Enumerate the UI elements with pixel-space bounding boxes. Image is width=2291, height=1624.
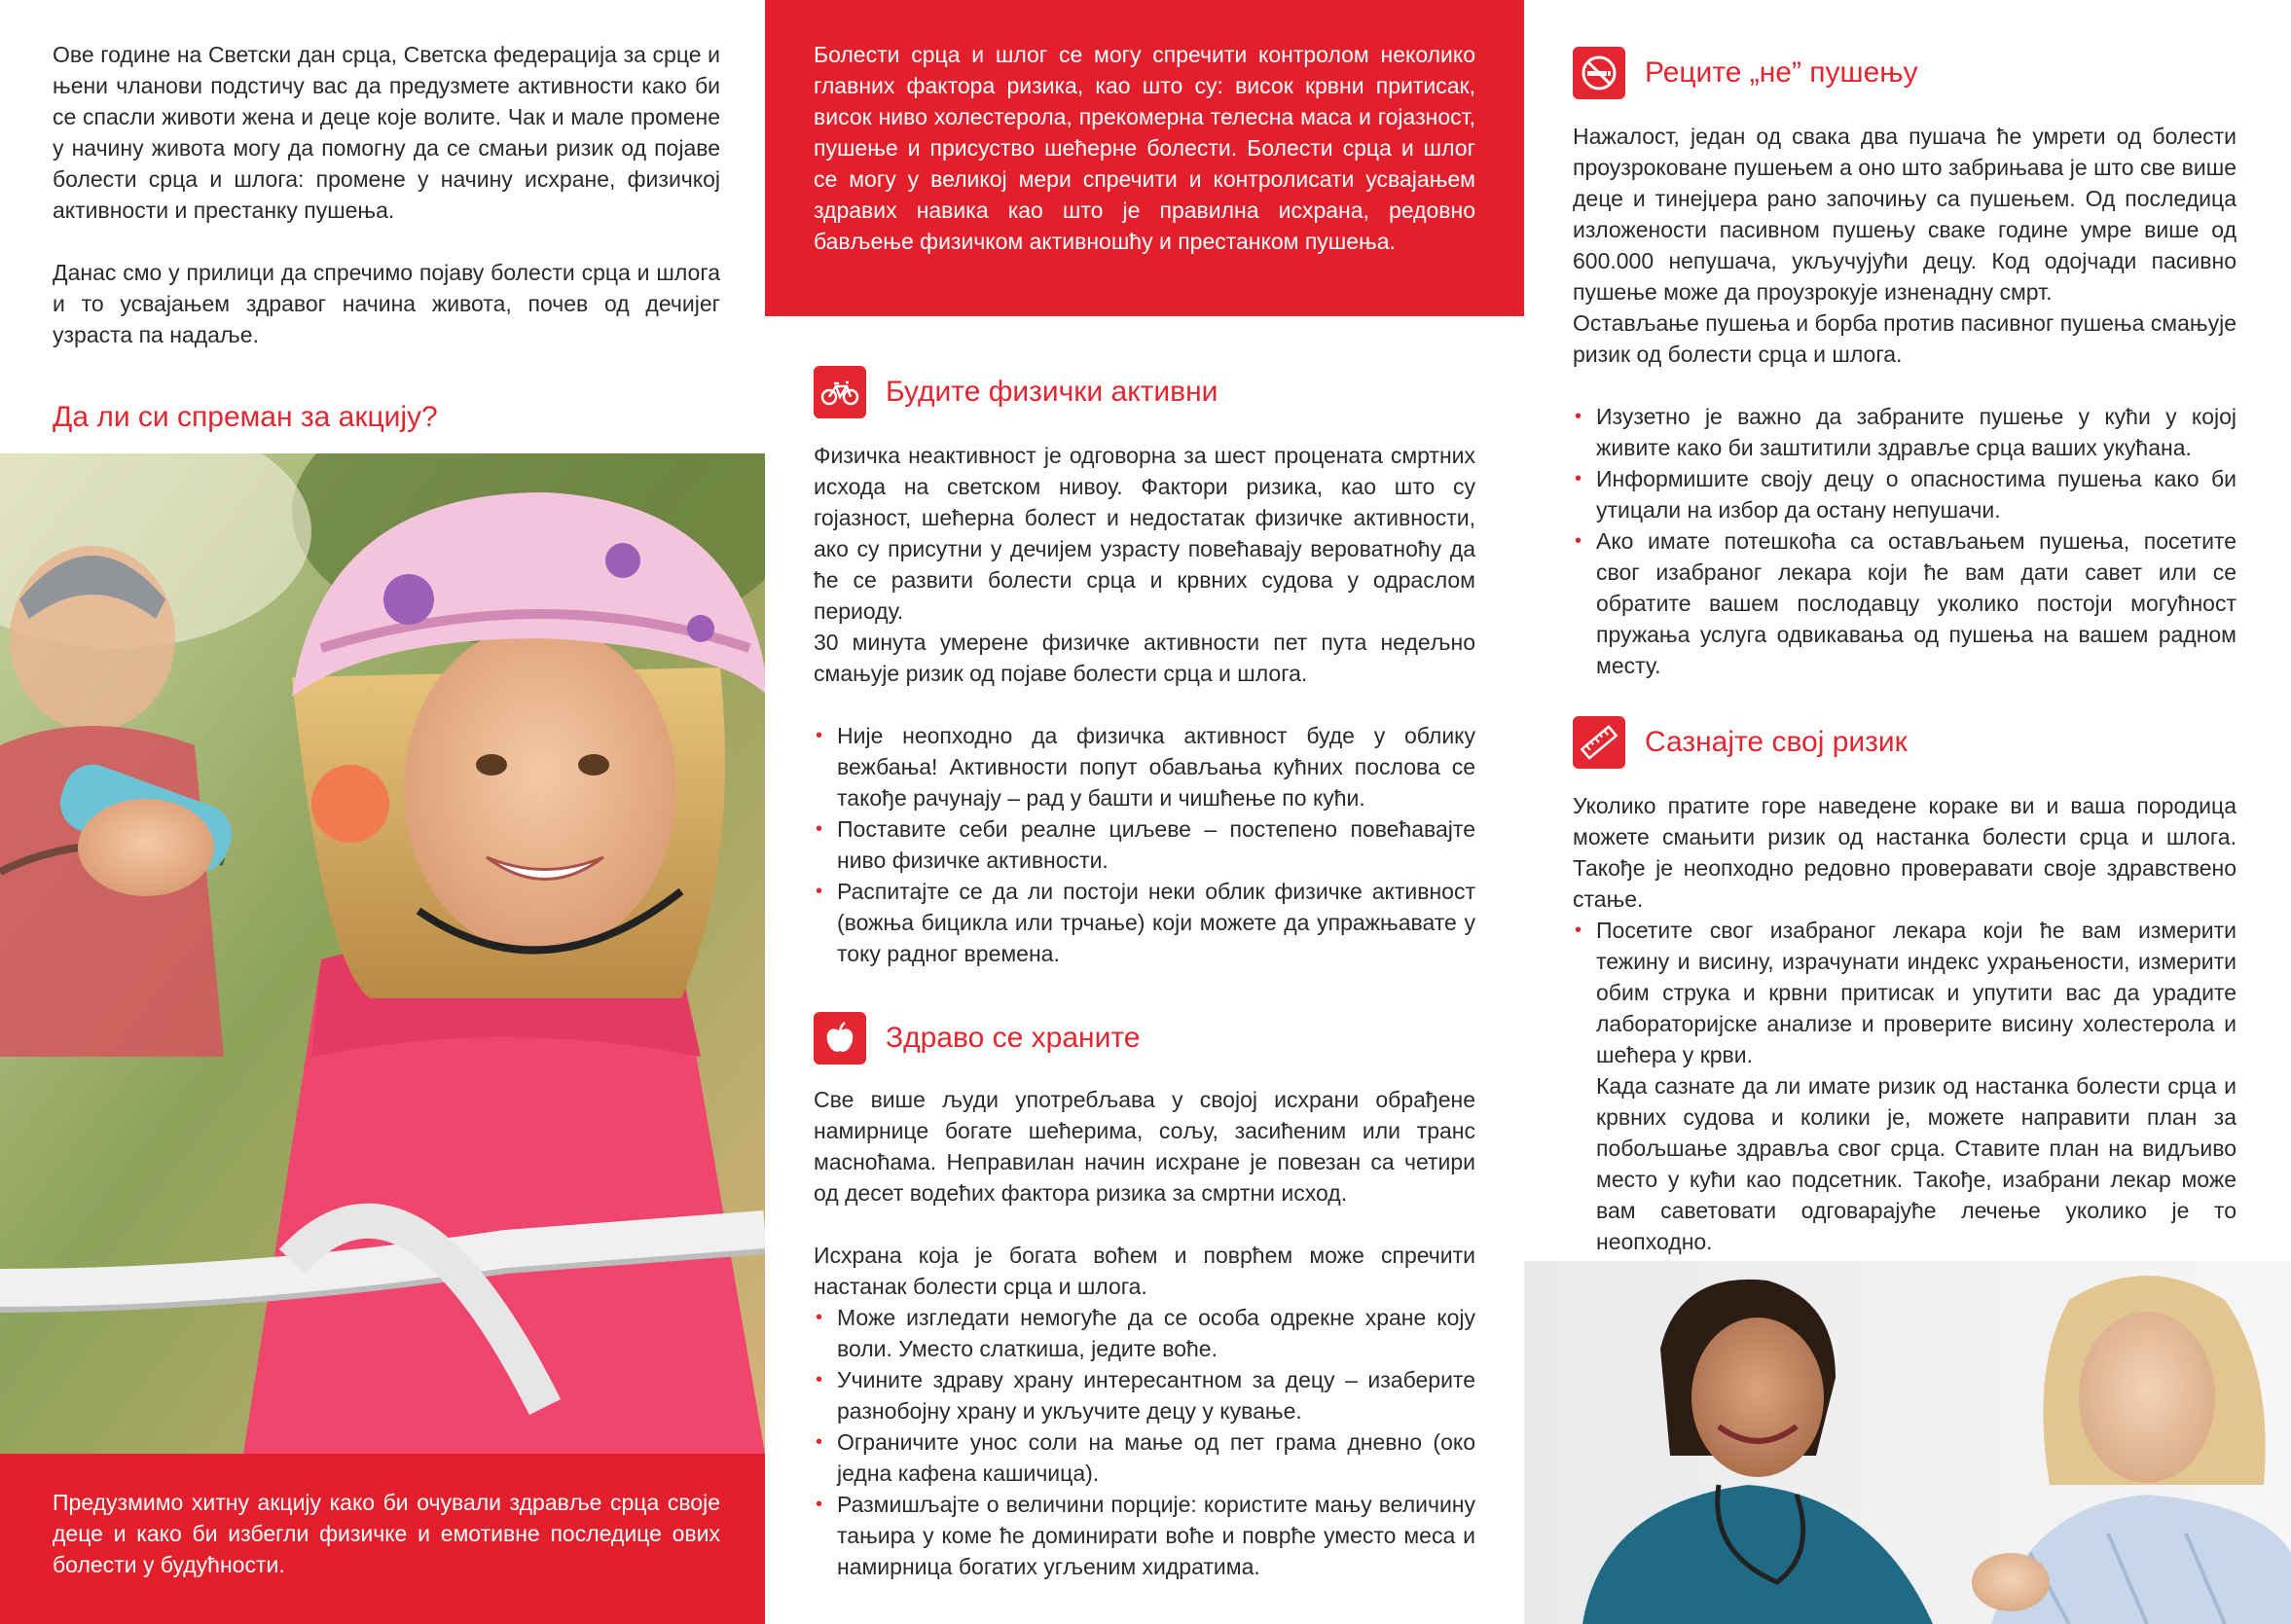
eating-paragraph-1: Све више људи употребљава у својој исхрани обрађене намирнице богате шећерима, сољу, засићеним или транс масноћама. Неправилан начин исхране је повезан са четири од десет водећих фактора ризика за смртни исход. bbox=[814, 1087, 1475, 1206]
list-item: • Распитајте се да ли постоји неки облик физичке активност (вожња бицикла или трчање) који можете да упражњавате у току радног времена. bbox=[814, 876, 1475, 969]
ruler-icon bbox=[1573, 716, 1625, 769]
eating-heading-row bbox=[814, 1012, 1140, 1065]
smoking-bullets bbox=[1573, 401, 2236, 681]
question-heading: Да ли си спреман за акцију? bbox=[53, 401, 438, 433]
intro-paragraph-1: Ове године на Светски дан срца, Светска федерација за срце и њени чланови подстичу вас да предузмете активности како би се спасли животи жена и деце које волите. Чак и мале промене у начину живота могу да помогну да се смањи ризик од појаве болести срца и шлога: промене у начину исхране, физичкој активности и престанку пушења. bbox=[53, 42, 720, 223]
list-item: • Ограничите унос соли на мање од пет грама дневно (око једна кафена кашичица). bbox=[814, 1426, 1475, 1489]
smoking-section bbox=[1573, 121, 2236, 681]
activity-heading: Будите физички активни bbox=[886, 376, 1218, 408]
eating-bullets bbox=[814, 1302, 1475, 1582]
eating-paragraph-2: Исхрана која је богата воћем и поврћем може спречити настанак болести срца и шлога. bbox=[814, 1243, 1475, 1299]
eating-heading: Здраво се храните bbox=[886, 1022, 1141, 1054]
intro-text bbox=[53, 39, 720, 350]
list-item: • Није неопходно да физичка активност буде у облику вежбања! Активности попут обављања кућних послова се такође рачунају – рад у башти и чишћење по кући. bbox=[814, 720, 1475, 813]
risk-section bbox=[1573, 790, 2236, 1257]
eating-section bbox=[814, 1084, 1475, 1582]
intro-paragraph-2: Данас смо у прилици да спречимо појаву болести срца и шлога и то усвајањем здравог начина живота, почев од дечијег узраста па надаље. bbox=[53, 260, 720, 347]
apple-icon bbox=[814, 1012, 866, 1065]
activity-bullets bbox=[814, 720, 1475, 969]
middle-column bbox=[765, 0, 1524, 1624]
smoking-paragraph-2: Остављање пушења и борба против пасивног пушења смањује ризик од болести срца и шлога. bbox=[1573, 310, 2236, 367]
risk-paragraph-1: Уколико пратите горе наведене кораке ви и ваша породица можете смањити ризик од настанка болести срца и шлога. Такође је неопходно редовно проверавати своје здравствено стање. bbox=[1573, 793, 2236, 912]
risk-paragraph-2: Када сазнате да ли имате ризик од настанка болести срца и крвних судова и колики је, можете направити план за побољшање здравља свог срца. Ставите план на видљиво место у кући као подсетник. Такође, изабрани лекар може вам саветовати одговарајуће лечење уколико је то неопходно. bbox=[1596, 1073, 2236, 1254]
right-column bbox=[1524, 0, 2291, 1624]
list-item: • Посетите свог изабраног лекара који ће вам измерити тежину и висину, израчунати индекс ухрањености, измерити обим струка и крвни притисак и упутити вас да урадите лабораторијске анализе и проверите висину холестерола и шећера у крви. bbox=[1573, 915, 2236, 1070]
risk-heading: Сазнајте свој ризик bbox=[1645, 726, 1908, 758]
risk-heading-row bbox=[1573, 716, 1908, 769]
list-item: • Може изгледати немогуће да се особа одрекне хране коју воли. Уместо слаткиша, једите воће. bbox=[814, 1302, 1475, 1364]
risk-factors-text: Болести срца и шлог се могу спречити контролом неколико главних фактора ризика, као што су: висок крвни притисак, висок ниво холестерола, прекомерна телесна маса и гојазност, пушење и присуство шећерне болести. Болести срца и шлог се могу у великој мери спречити и контролисати усвајањем здравих навика као што је правилна исхрана, редовно бављење физичком активношћу и престанком пушења. bbox=[814, 42, 1475, 254]
list-item: • Ако имате потешкоћа са остављањем пушења, посетите свог изабраног лекара који ће вам дати савет или се обратите вашем послодавцу уколико постоји могућност пружања услуга одвикавања од пушења на вашем радном месту. bbox=[1573, 525, 2236, 681]
smoking-heading-row bbox=[1573, 47, 1918, 99]
left-column bbox=[0, 0, 765, 1624]
risk-bullets bbox=[1573, 915, 2236, 1070]
smoking-paragraph-1: Нажалост, један од свака два пушача ће умрети од болести проузроковане пушењем а оно што забрињава је што све више деце и тинејџера рано започињу са пушењем. Од последица изложености пасивном пушењу сваке године умре више од 600.000 непушача, укључујући децу. Код одојчади пасивно пушење може да проузрокује изненадну смрт. bbox=[1573, 124, 2236, 305]
no-smoking-icon bbox=[1573, 47, 1625, 99]
activity-heading-row bbox=[814, 366, 1218, 418]
girl-bicycle-photo bbox=[0, 453, 765, 1454]
activity-paragraph-1: Физичка неактивност је одговорна за шест процената смртних исхода на светском нивоу. Фактори ризика, као што су гојазност, шећерна болест и недостатак физичке активности, ако су присутни у дечијем узрасту повећавају вероватноћу да ће се развити болести срца и крвних судова у одраслом периоду. bbox=[814, 443, 1475, 624]
list-item: • Учините здраву храну интересантном за децу – изаберите разнобојну храну и укључите децу у кување. bbox=[814, 1364, 1475, 1426]
activity-section bbox=[814, 440, 1475, 969]
list-item: • Информишите своју децу о опасностима пушења како би утицали на избор да остану непушачи. bbox=[1573, 463, 2236, 525]
left-action-text: Предузмимо хитну акцију како би очували здравље срца своје деце и како би избегли физичке и емотивне последице ових болести у будућности. bbox=[53, 1490, 720, 1577]
doctor-patient-photo bbox=[1524, 1261, 2291, 1624]
list-item: • Изузетно је важно да забраните пушење у кући у којој живите како би заштитили здравље срца ваших укућана. bbox=[1573, 401, 2236, 463]
left-action-box bbox=[0, 1454, 765, 1624]
list-item: • Размишљајте о величини порције: користите мању величину тањира у коме ће доминирати воће и поврће уместо меса и намирница богатих угљеним хидратима. bbox=[814, 1489, 1475, 1582]
list-item: • Поставите себи реалне циљеве – постепено повећавајте ниво физичке активности. bbox=[814, 813, 1475, 876]
smoking-heading: Реците „не” пушењу bbox=[1645, 56, 1918, 89]
activity-paragraph-2: 30 минута умерене физичке активности пет пута недељно смањује ризик од појаве болести срца и шлога. bbox=[814, 630, 1475, 686]
risk-factors-box bbox=[765, 0, 1524, 316]
bicycle-icon bbox=[814, 366, 866, 418]
